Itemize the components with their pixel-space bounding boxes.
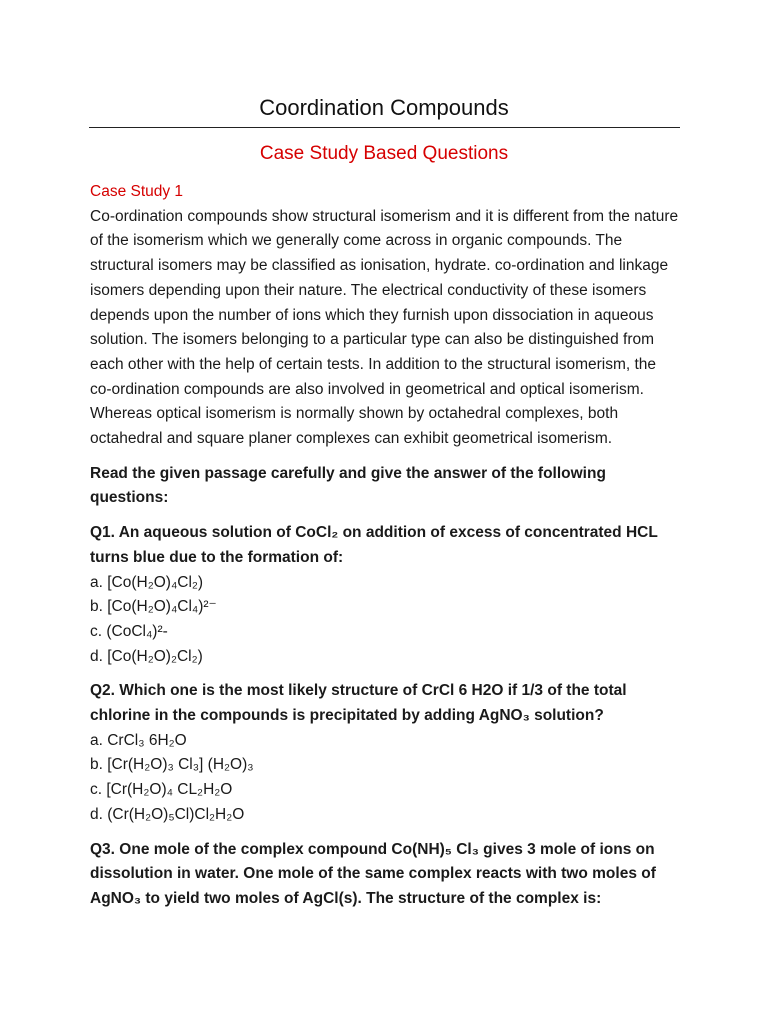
question-1-option-a: a. [Co(H₂O)₄Cl₂): [90, 573, 204, 591]
question-2-option-d: d. (Cr(H₂O)₅Cl)Cl₂H₂O: [90, 805, 245, 823]
question-1-option-d: d. [Co(H₂O)₂Cl₂): [90, 647, 203, 665]
question-3-text: Q3. One mole of the complex compound Co(NH)₅ Cl₃ gives 3 mole of ions on dissolution in water. One mole of the same complex reacts with two moles of AgNO₃ to yield two moles of AgCl(s). The structure of the complex is:: [90, 840, 656, 907]
case-passage: Co-ordination compounds show structural isomerism and it is different from the nature of the isomerism which we generally come across in organic compounds. The structural isomers may be classified as ionisation, hydrate. co-ordination and linkage isomers depending upon their nature. The electrical conductivity of these isomers depends upon the number of ions which they furnish upon dissociation in aqueous solution. The isomers belonging to a particular type can also be distinguished from each other with the help of certain tests. In addition to the structural isomerism, the co-ordination compounds are also involved in geometrical and optical isomerism. Whereas optical isomerism is normally shown by octahedral complexes, both octahedral and square planer complexes can exhibit geometrical isomerism.: [90, 207, 679, 448]
question-1-option-b: b. [Co(H₂O)₄Cl₄)²⁻: [90, 598, 217, 616]
page-title: Coordination Compounds: [259, 95, 509, 120]
instruction-text: Read the given passage carefully and give the answer of the following questions:: [90, 464, 606, 507]
question-2-option-c: c. [Cr(H₂O)₄ CL₂H₂O: [90, 781, 233, 799]
title-divider: [89, 127, 680, 128]
case-study-label: Case Study 1: [90, 183, 184, 200]
question-2-option-b: b. [Cr(H₂O)₃ Cl₃] (H₂O)₃: [90, 756, 254, 774]
question-1-text: Q1. An aqueous solution of CoCl₂ on addition of excess of concentrated HCL turns blue due to the formation of:: [90, 524, 658, 566]
page-subtitle: Case Study Based Questions: [259, 143, 509, 164]
question-1-option-c: c. (CoCl₄)²-: [90, 622, 168, 640]
question-2-option-a: a. CrCl₃ 6H₂O: [90, 731, 187, 749]
question-2-text: Q2. Which one is the most likely structure of CrCl 6 H2O if 1/3 of the total chlorine in the compounds is precipitated by adding AgNO₃ solution?: [90, 682, 627, 725]
question-1: [90, 521, 680, 669]
document-body: [90, 180, 680, 912]
question-2: [90, 679, 680, 827]
question-3: [90, 838, 680, 912]
